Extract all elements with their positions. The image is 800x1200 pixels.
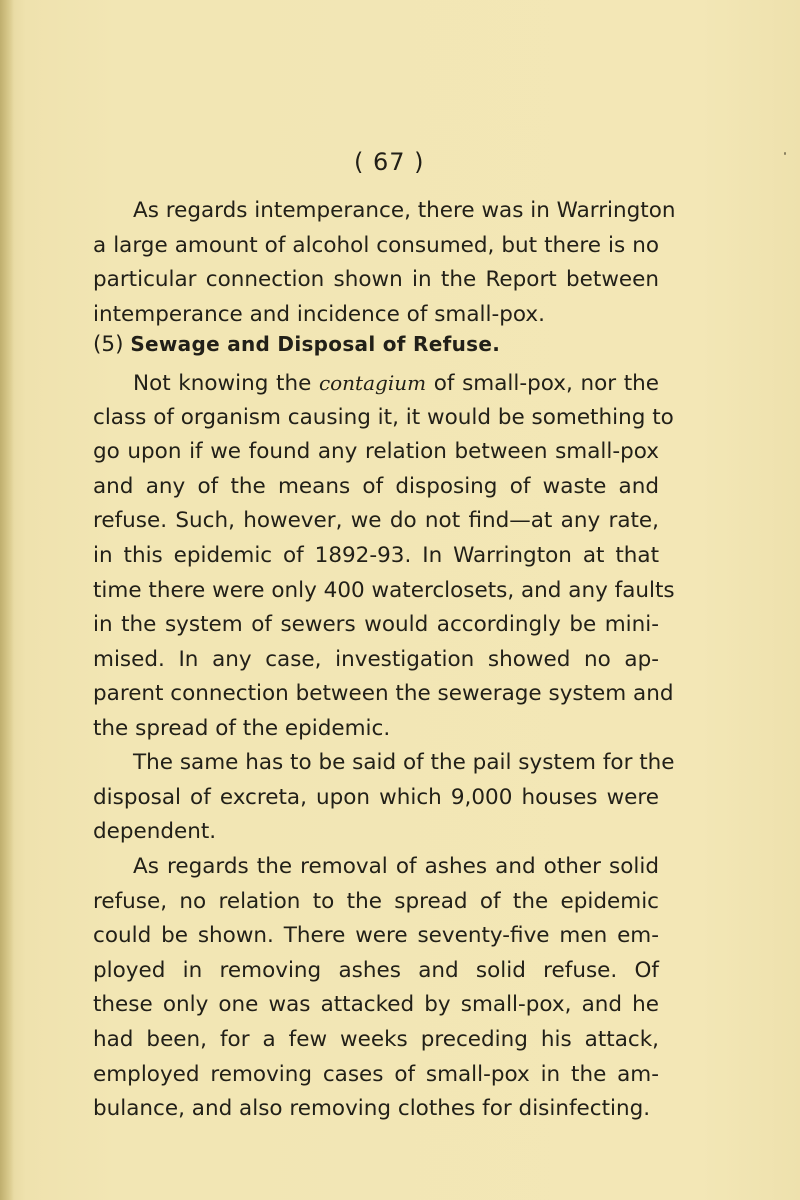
text-line: parent connection between the sewerage system and [93, 681, 674, 707]
text-line: particular connection shown in the Report between [93, 267, 659, 293]
text-line: class of organism causing it, it would be something to [93, 404, 674, 430]
text-line: The same has to be said of the pail system for the [133, 750, 675, 775]
text-line: disposal of excreta, upon which 9,000 houses were [93, 784, 659, 810]
page-number: ( 67 ) [354, 148, 425, 176]
text-line: ployed in removing ashes and solid refuse. Of [93, 957, 659, 983]
text-line: bulance, and also removing clothes for disinfecting. [93, 1096, 651, 1122]
text-line: mised. In any case, investigation showed no ap- [93, 646, 659, 672]
section-heading [93, 332, 500, 357]
text-line: refuse. Such, however, we do not find—at any rate, [93, 508, 659, 534]
text-line: could be shown. There were seventy-five men em- [93, 923, 659, 949]
text-line: refuse, no relation to the spread of the epidemic [93, 888, 659, 914]
italic-term: contagium [318, 371, 427, 395]
section-title: Sewage and Disposal of Refuse. [130, 332, 501, 356]
paragraph-pail-system [93, 746, 675, 850]
text-line [93, 366, 659, 401]
text-line: dependent. [93, 819, 217, 845]
text-fragment: of small-pox, nor the [426, 371, 659, 396]
paragraph-intemperance [93, 194, 676, 332]
text-line: intemperance and incidence of small-pox. [93, 301, 545, 327]
text-line: As regards intemperance, there was in Warrington [133, 198, 676, 223]
text-line: these only one was attacked by small-pox, and he [93, 992, 659, 1018]
paper-speck [784, 152, 786, 155]
paragraph-sewage [93, 366, 675, 747]
text-line: go upon if we found any relation between small-pox [93, 439, 659, 465]
page-binding-shadow [0, 0, 14, 1200]
text-line: had been, for a few weeks preceding his attack, [93, 1026, 659, 1052]
text-line: and any of the means of disposing of waste and [93, 473, 659, 499]
text-line: employed removing cases of small-pox in the am- [93, 1061, 659, 1087]
text-fragment: Not knowing the [133, 371, 319, 396]
text-line: a large amount of alcohol consumed, but there is no [93, 232, 659, 258]
text-line: the spread of the epidemic. [93, 715, 391, 741]
text-line: in the system of sewers would accordingly be mini- [93, 612, 659, 638]
paragraph-ashes-refuse [93, 850, 659, 1127]
text-line: time there were only 400 waterclosets, and any faults [93, 577, 675, 603]
section-number: (5) [93, 332, 124, 357]
text-line: in this epidemic of 1892-93. In Warrington at that [93, 542, 659, 568]
text-line: As regards the removal of ashes and other solid [133, 854, 659, 879]
